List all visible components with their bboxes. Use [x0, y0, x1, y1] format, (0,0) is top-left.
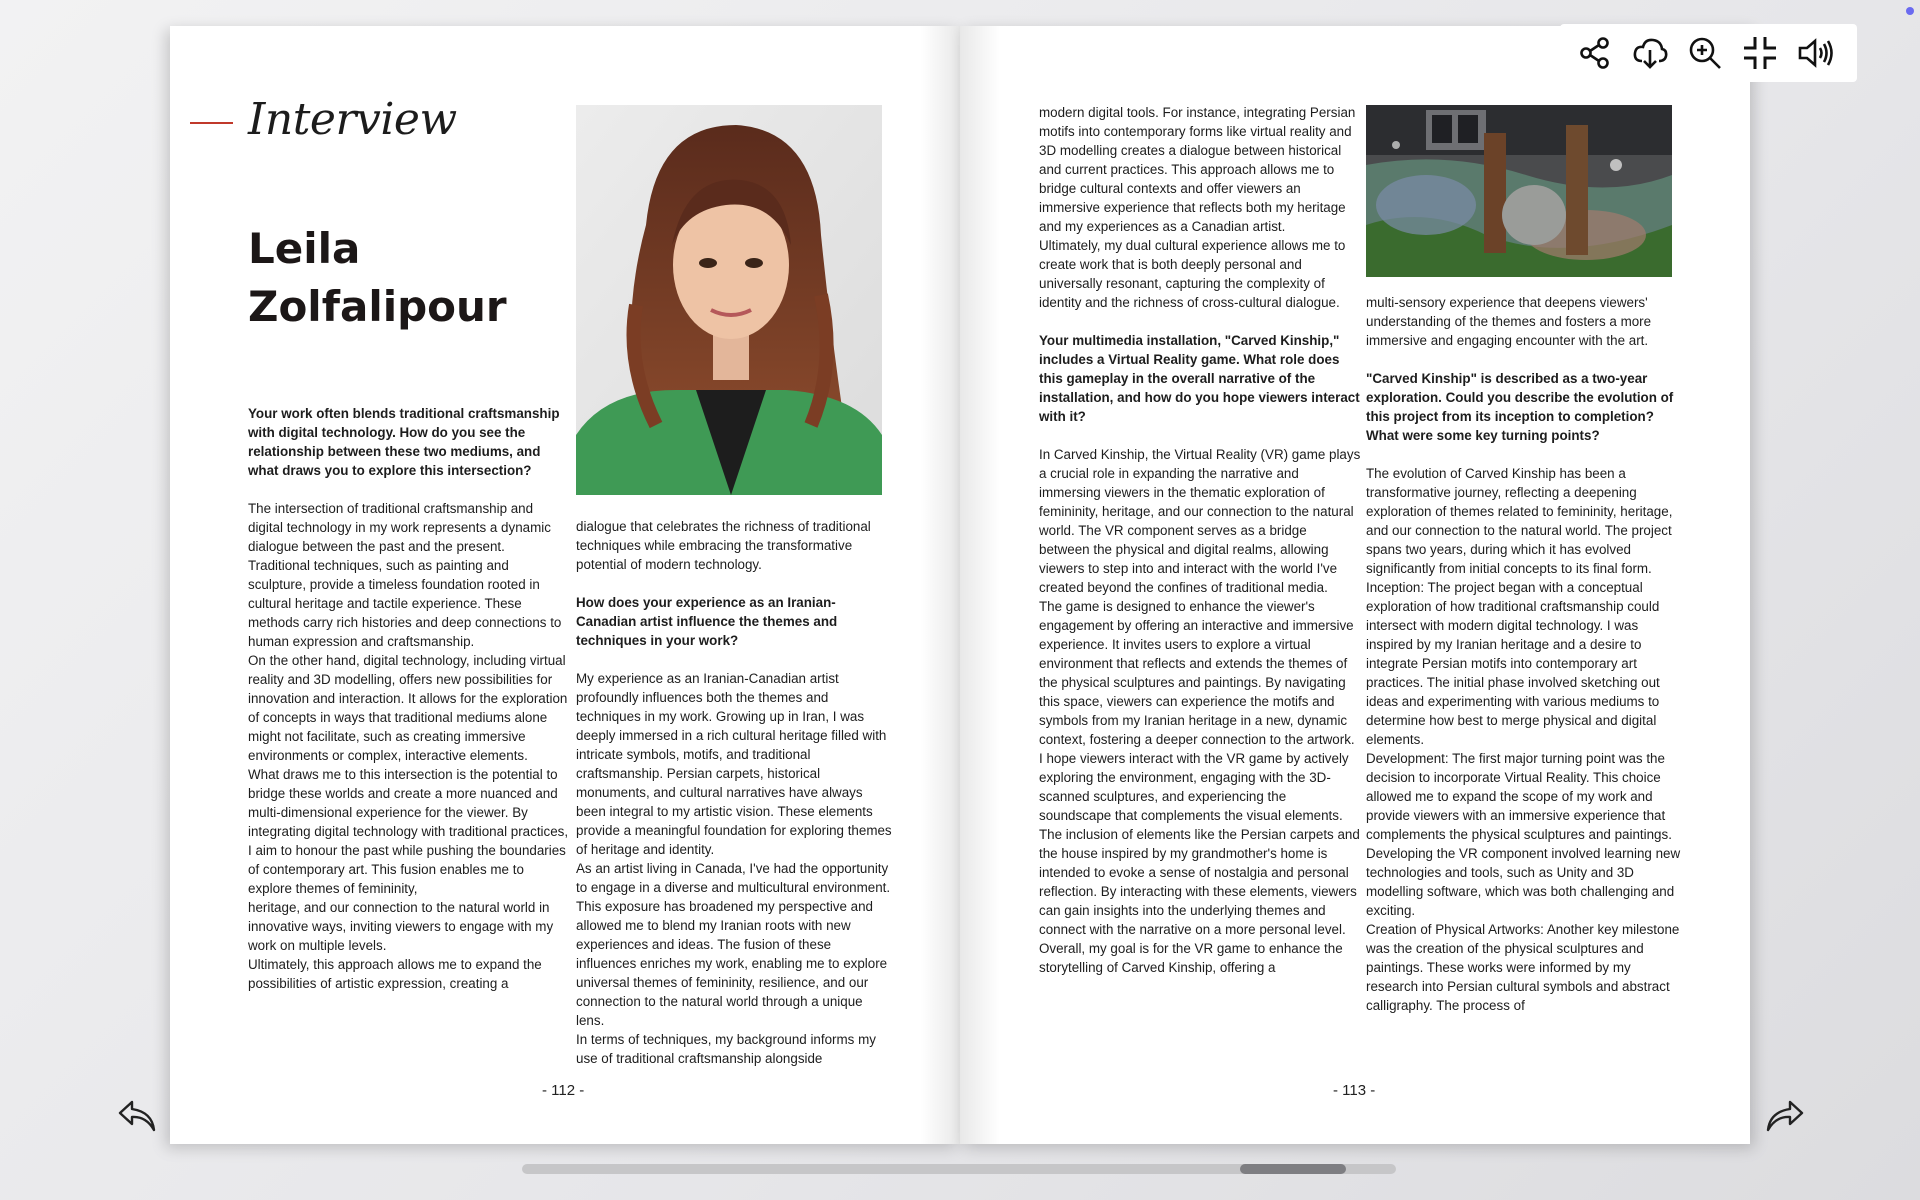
- name-line-first: Leila: [248, 224, 361, 273]
- interviewee-name: [248, 220, 507, 336]
- paragraph-gap: [576, 650, 892, 669]
- section-accent-rule: [190, 122, 233, 124]
- answer-paragraph: My experience as an Iranian-Canadian artist profoundly influences both the themes and techniques in my work. Growing up in Iran, I was deeply immersed in a rich cultural heritage filled with intricate symbols, motifs, and traditional craftsmanship. Persian carpets, historical monuments, and cultural narratives have always been integral to my artistic vision. These elements provide a meaningful foundation for exploring themes of heritage and identity.: [576, 671, 892, 857]
- name-line-last: Zolfalipour: [248, 282, 507, 331]
- right-page: [960, 26, 1750, 1144]
- paragraph-gap: [1366, 445, 1682, 464]
- reader-toolbar: [1560, 24, 1857, 82]
- left-text-column-1: [248, 404, 570, 993]
- status-dot: [1906, 7, 1914, 15]
- page-number-right: - 113 -: [1333, 1082, 1376, 1099]
- answer-paragraph: I hope viewers interact with the VR game by actively exploring the environment, engaging with the 3D-scanned sculptures, and experiencing the soundscape that complements the visual elements. The inclusion of elements like the Persian carpets and the house inspired by my grandmother's home is intended to evoke a sense of nostalgia and personal reflection. By interacting with these elements, viewers can gain insights into the underlying themes and connect with the narrative on a more personal level.: [1039, 751, 1360, 937]
- right-text-column-1: [1039, 103, 1361, 977]
- scrollbar-thumb[interactable]: [1240, 1164, 1346, 1174]
- paragraph-gap: [248, 480, 570, 499]
- answer-paragraph: Ultimately, this approach allows me to expand the possibilities of artistic expression, creating a: [248, 957, 542, 991]
- exit-fullscreen-icon[interactable]: [1741, 34, 1779, 72]
- page-scrollbar[interactable]: [522, 1164, 1396, 1174]
- redo-arrow-icon[interactable]: [1764, 1098, 1806, 1134]
- interview-question: Your multimedia installation, "Carved Kinship," includes a Virtual Reality game. What role does this gameplay in the overall narrative of the installation, and how do you hope viewers interact with it?: [1039, 333, 1360, 424]
- zoom-in-icon[interactable]: [1686, 34, 1724, 72]
- interview-question: How does your experience as an Iranian-Canadian artist influence the themes and techniques in your work?: [576, 595, 838, 648]
- answer-paragraph: The evolution of Carved Kinship has been a transformative journey, reflecting a deepening exploration of themes related to femininity, heritage, and our connection to the natural world. The project spans two years, during which it has evolved significantly from initial concepts to its final form.: [1366, 466, 1673, 576]
- answer-paragraph: Ultimately, my dual cultural experience allows me to create work that is both deeply personal and universally resonant, capturing the complexity of identity and the richness of cross-cultural dialogue.: [1039, 238, 1346, 310]
- answer-paragraph: Inception: The project began with a conceptual exploration of how traditional craftsmanship could intersect with modern digital technology. I was inspired by my Iranian heritage and a desire to integrate Persian motifs into contemporary art practices. The initial phase involved sketching out ideas and experimenting with various mediums to determine how best to merge physical and digital elements.: [1366, 580, 1660, 747]
- answer-paragraph: Creation of Physical Artworks: Another key milestone was the creation of the physical sculptures and paintings. These works were informed by my research into Persian cultural symbols and abstract calligraphy. The process of: [1366, 922, 1680, 1013]
- share-icon[interactable]: [1576, 34, 1614, 72]
- answer-paragraph: As an artist living in Canada, I've had the opportunity to engage in a diverse and multicultural environment. This exposure has broadened my perspective and allowed me to blend my Iranian roots with new experiences and ideas. The fusion of these influences enriches my work, enabling me to explore universal themes of femininity, resilience, and our connection to the natural world through a unique lens.: [576, 861, 891, 1028]
- gutter-shadow: [920, 26, 960, 1144]
- answer-paragraph: heritage, and our connection to the natural world in innovative ways, inviting viewers to engage with my work on multiple levels.: [248, 900, 554, 953]
- answer-paragraph: On the other hand, digital technology, including virtual reality and 3D modelling, offers new possibilities for innovation and interaction. It allows for the exploration of concepts in ways that traditional mediums alone might not facilitate, such as creating immersive environments or complex, interactive elements.: [248, 653, 568, 763]
- paragraph-gap: [1366, 350, 1682, 369]
- answer-paragraph: Development: The first major turning point was the decision to incorporate Virtual Reality. This choice allowed me to expand the scope of my work and provide viewers with an immersive experience that complements the physical sculptures and paintings. Developing the VR component involved learning new technologies and tools, such as Unity and 3D modelling software, which was both challenging and exciting.: [1366, 751, 1681, 918]
- section-label: Interview: [248, 94, 457, 145]
- answer-paragraph: What draws me to this intersection is the potential to bridge these worlds and create a more nuanced and multi-dimensional experience for the viewer. By integrating digital technology with traditional practices, I aim to honour the past while pushing the boundaries of contemporary art. This fusion enables me to explore themes of femininity,: [248, 767, 569, 896]
- speaker-icon[interactable]: [1796, 34, 1834, 72]
- cloud-download-icon[interactable]: [1631, 34, 1669, 72]
- right-text-column-2: [1366, 293, 1682, 1015]
- answer-paragraph: In Carved Kinship, the Virtual Reality (VR) game plays a crucial role in expanding the narrative and immersing viewers in the thematic exploration of femininity, heritage, and our connection to the natural world. The VR component serves as a bridge between the physical and digital realms, allowing viewers to step into and interact with the world I've created beyond the confines of traditional media.: [1039, 447, 1361, 595]
- answer-paragraph: The game is designed to enhance the viewer's engagement by offering an interactive and immersive experience. It invites users to explore a virtual environment that reflects and extends the themes of the physical sculptures and paintings. By navigating this space, viewers can experience the motifs and symbols from my Iranian heritage in a new, dynamic context, fostering a deeper connection to the artwork.: [1039, 599, 1355, 747]
- undo-arrow-icon[interactable]: [116, 1098, 158, 1134]
- paragraph-gap: [1039, 312, 1361, 331]
- left-text-column-2: [576, 517, 892, 1068]
- answer-paragraph: dialogue that celebrates the richness of traditional techniques while embracing the transformative potential of modern technology.: [576, 519, 871, 572]
- portrait-photo: [576, 105, 882, 495]
- answer-paragraph: In terms of techniques, my background informs my use of traditional craftsmanship alongside: [576, 1032, 876, 1066]
- answer-paragraph: modern digital tools. For instance, integrating Persian motifs into contemporary forms like virtual reality and 3D modelling creates a dialogue between historical and current practices. This approach allows me to bridge cultural contexts and offer viewers an immersive experience that reflects both my heritage and my experiences as a Canadian artist.: [1039, 105, 1356, 234]
- page-number-left: - 112 -: [542, 1082, 585, 1099]
- gutter-shadow: [960, 26, 1000, 1144]
- answer-paragraph: Overall, my goal is for the VR game to enhance the storytelling of Carved Kinship, offering a: [1039, 941, 1343, 975]
- paragraph-gap: [576, 574, 892, 593]
- paragraph-gap: [1039, 426, 1361, 445]
- left-page: [170, 26, 960, 1144]
- answer-paragraph: multi-sensory experience that deepens viewers' understanding of the themes and fosters a more immersive and engaging encounter with the art.: [1366, 295, 1652, 348]
- interview-question: Your work often blends traditional craftsmanship with digital technology. How do you see the relationship between these two mediums, and what draws you to explore this intersection?: [248, 406, 560, 478]
- interview-question: "Carved Kinship" is described as a two-year exploration. Could you describe the evolution of this project from its inception to completion? What were some key turning points?: [1366, 371, 1674, 443]
- vr-installation-image: [1366, 105, 1672, 277]
- answer-paragraph: The intersection of traditional craftsmanship and digital technology in my work represents a dynamic dialogue between the past and the present. Traditional techniques, such as painting and sculpture, provide a timeless foundation rooted in cultural heritage and tactile experience. These methods carry rich histories and deep connections to human expression and craftsmanship.: [248, 501, 562, 649]
